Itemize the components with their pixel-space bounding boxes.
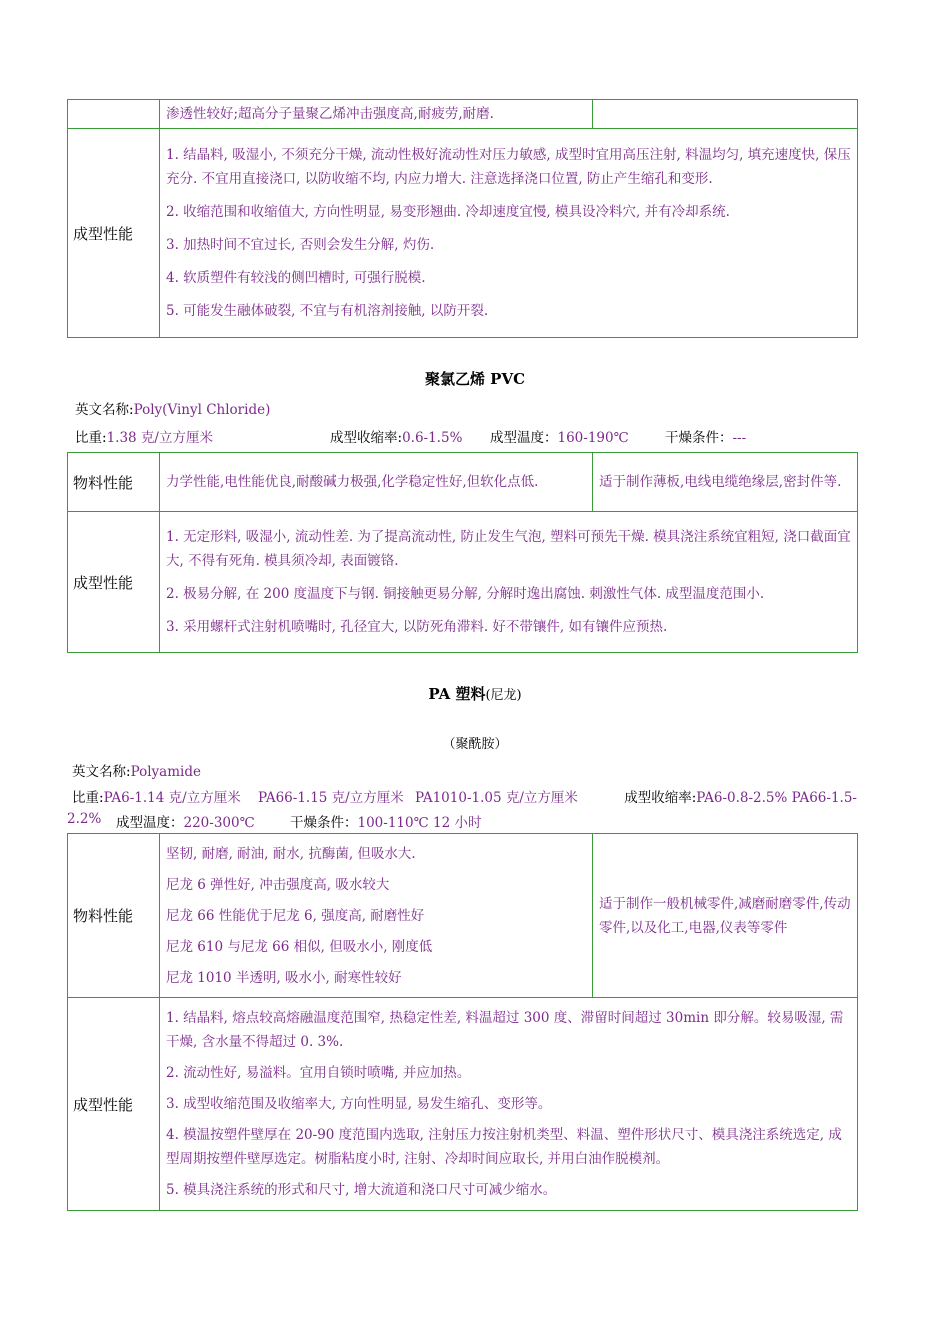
pvc-specific-gravity xyxy=(75,426,213,446)
molding-item: 4. 软质塑件有较浅的侧凹槽时, 可强行脱模. xyxy=(166,270,426,286)
pa-title-paren: (尼龙) xyxy=(485,688,522,703)
material-item: 尼龙 6 弹性好, 冲击强度高, 吸水较大 xyxy=(166,876,390,893)
sg-label: 比重: xyxy=(72,790,104,806)
sg-value-pa66: PA66-1.15 克/立方厘米 xyxy=(258,790,404,806)
pa-specific-gravity xyxy=(72,786,241,806)
dry-value: --- xyxy=(732,430,747,446)
molding-item: 1. 无定形料, 吸湿小, 流动性差. 为了提高流动性, 防止发生气泡, 塑料可预先干燥. 模具浇注系统宜粗短, 浇口截面宜大, 不得有死角. 模具须冷却, 表面镀铬. xyxy=(166,529,851,569)
pa-title xyxy=(0,683,950,704)
dry-label: 干燥条件： xyxy=(665,430,733,446)
molding-item: 5. 模具浇注系统的形式和尺寸, 增大流道和浇口尺寸可减少缩水。 xyxy=(166,1182,557,1198)
empty-use-cell xyxy=(593,100,858,129)
molding-cell xyxy=(160,998,858,1211)
pa-sg-pa66 xyxy=(258,786,404,806)
material-item: 尼龙 66 性能优于尼龙 6, 强度高, 耐磨性好 xyxy=(166,907,425,924)
sg-value-pa6: PA6-1.14 克/立方厘米 xyxy=(103,790,241,806)
use-cell xyxy=(593,453,858,512)
molding-item: 3. 加热时间不宜过长, 否则会发生分解, 灼伤. xyxy=(166,237,435,253)
material-item: 尼龙 1010 半透明, 吸水小, 耐寒性较好 xyxy=(166,969,402,986)
molding-label: 成型性能 xyxy=(68,998,160,1211)
continued-material-text: 渗透性较好;超高分子量聚乙烯冲击强度高,耐疲劳,耐磨. xyxy=(166,106,494,122)
use-text: 适于制作薄板,电线电缆绝缘层,密封件等. xyxy=(599,474,842,490)
top-properties-table xyxy=(67,99,858,338)
pa-molding-temp xyxy=(116,811,255,831)
use-text: 适于制作一般机械零件,减磨耐磨零件,传动零件,以及化工,电器,仪表等零件 xyxy=(599,895,851,936)
pa-english-name xyxy=(72,760,201,780)
molding-item: 2. 极易分解, 在 200 度温度下与钢. 铜接触更易分解, 分解时逸出腐蚀. 刺激性气体. 成型温度范围小. xyxy=(166,586,765,602)
temp-label: 成型温度： xyxy=(116,815,184,831)
shrink-value: PA6-0.8-2.5% PA66-1.5- xyxy=(696,790,857,806)
molding-item: 1. 结晶料, 熔点较高熔融温度范围窄, 热稳定性差, 料温超过 300 度、滞留时间超过 30min 即分解。较易吸湿, 需干燥, 含水量不得超过 0. 3%. xyxy=(166,1010,844,1050)
material-label: 物料性能 xyxy=(68,453,160,512)
pvc-english-name xyxy=(75,398,270,418)
material-item: 尼龙 610 与尼龙 66 相似, 但吸水小, 刚度低 xyxy=(166,938,433,955)
pa-shrinkage xyxy=(624,786,857,806)
sg-value-pa1010: PA1010-1.05 克/立方厘米 xyxy=(415,790,578,806)
pa-title-main: PA 塑料 xyxy=(428,685,486,703)
temp-value: 220-300℃ xyxy=(183,815,255,831)
pvc-drying xyxy=(665,426,746,446)
continued-material-cell xyxy=(160,100,593,129)
molding-item: 3. 成型收缩范围及收缩率大, 方向性明显, 易发生缩孔、变形等。 xyxy=(166,1096,552,1112)
molding-item: 2. 收缩范围和收缩值大, 方向性明显, 易变形翘曲. 冷却速度宜慢, 模具设冷料穴, 并有冷却系统. xyxy=(166,204,730,220)
molding-item: 4. 模温按塑件壁厚在 20-90 度范围内选取, 注射压力按注射机类型、料温、塑件形状尺寸、模具浇注系统选定, 成型周期按塑件壁厚选定。树脂粘度小时, 注射、冷却时间应取长, 并用白油作脱模剂。 xyxy=(166,1127,842,1167)
material-cell xyxy=(160,834,593,998)
material-label: 物料性能 xyxy=(68,834,160,998)
english-name-label: 英文名称: xyxy=(75,402,134,418)
pvc-title: 聚氯乙烯 PVC xyxy=(424,370,526,388)
pvc-molding-temp xyxy=(490,426,629,446)
molding-item: 5. 可能发生融体破裂, 不宜与有机溶剂接触, 以防开裂. xyxy=(166,303,489,319)
material-cell xyxy=(160,453,593,512)
shrink-label: 成型收缩率: xyxy=(330,430,403,446)
sg-label: 比重: xyxy=(75,430,107,446)
sg-value: 1.38 克/立方厘米 xyxy=(106,430,213,446)
pa-properties-table xyxy=(67,833,858,1211)
pvc-shrinkage xyxy=(330,426,462,446)
molding-item: 1. 结晶料, 吸湿小, 不须充分干燥, 流动性极好流动性对压力敏感, 成型时宜用高压注射, 料温均匀, 填充速度快, 保压充分. 不宜用直接浇口, 以防收缩不均, 内应力增大. 注意选择浇口位置, 防止产生缩孔和变形. xyxy=(166,147,851,187)
pa-sg-pa1010 xyxy=(415,786,578,806)
molding-label: 成型性能 xyxy=(68,512,160,653)
temp-value: 160-190℃ xyxy=(557,430,629,446)
molding-cell xyxy=(160,129,858,338)
pa-drying xyxy=(290,811,481,831)
dry-label: 干燥条件： xyxy=(290,815,358,831)
material-item: 坚韧, 耐磨, 耐油, 耐水, 抗酶菌, 但吸水大. xyxy=(166,845,416,862)
empty-label-cell xyxy=(68,100,160,129)
pa-shrinkage-cont xyxy=(67,811,101,827)
molding-item: 2. 流动性好, 易溢料。宜用自锁时喷嘴, 并应加热。 xyxy=(166,1065,471,1081)
dry-value: 100-110℃ 12 小时 xyxy=(357,815,482,831)
molding-cell xyxy=(160,512,858,653)
shrink-value: 0.6-1.5% xyxy=(402,430,463,446)
material-text: 力学性能,电性能优良,耐酸碱力极强,化学稳定性好,但软化点低. xyxy=(166,474,539,490)
molding-label: 成型性能 xyxy=(68,129,160,338)
english-name-label: 英文名称: xyxy=(72,764,131,780)
pvc-properties-table xyxy=(67,452,858,653)
shrink-label: 成型收缩率: xyxy=(624,790,697,806)
shrink-value-cont: 2.2% xyxy=(67,811,102,827)
english-name-value: Poly(Vinyl Chloride) xyxy=(133,402,271,418)
use-cell xyxy=(593,834,858,998)
molding-item: 3. 采用螺杆式注射机喷嘴时, 孔径宜大, 以防死角滞料. 好不带镶件, 如有镶件应预热. xyxy=(166,619,668,635)
english-name-value: Polyamide xyxy=(130,764,201,780)
pa-subtitle: （聚酰胺） xyxy=(442,737,508,752)
temp-label: 成型温度： xyxy=(490,430,558,446)
